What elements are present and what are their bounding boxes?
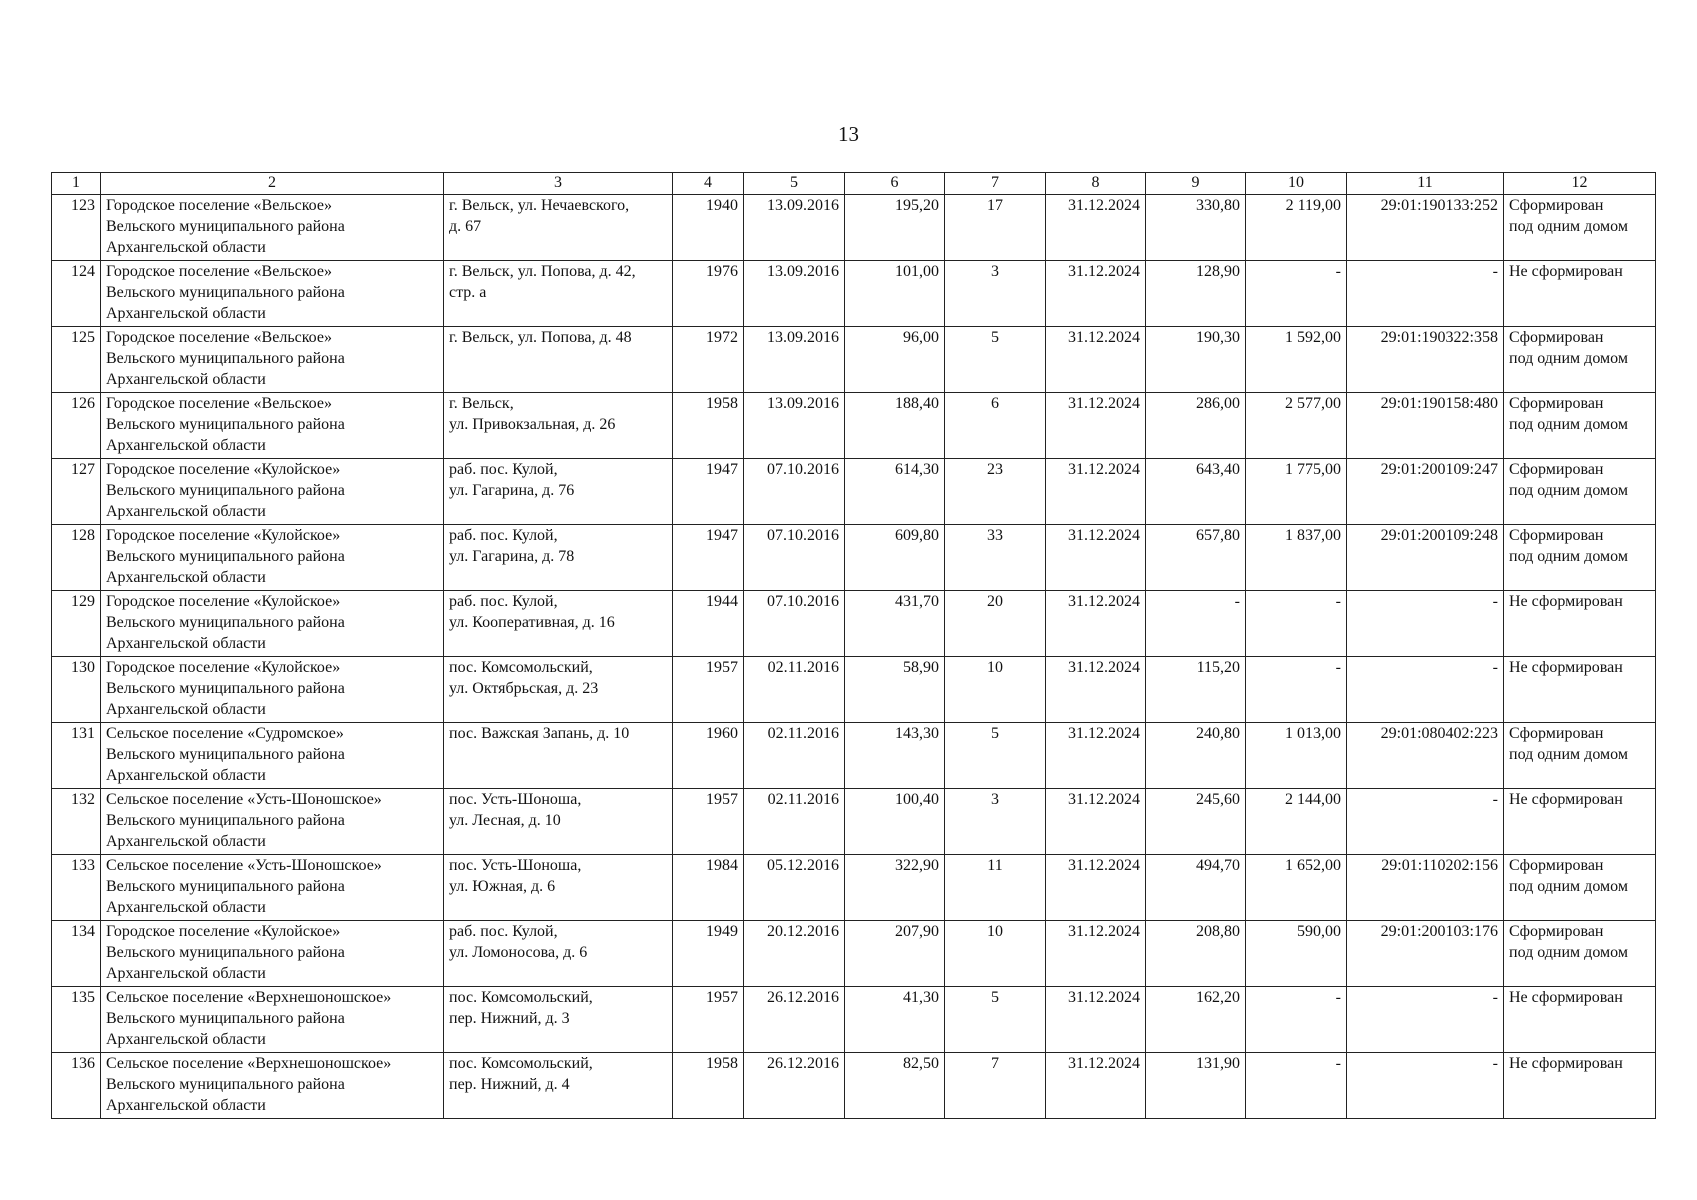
settlement-name-line: Городское поселение «Кулойское» xyxy=(106,461,341,478)
settlement-name-line: Вельского муниципального района xyxy=(106,1010,345,1027)
plot-status-line: Сформирован xyxy=(1509,725,1604,742)
construction-year-cell: 1957 xyxy=(673,657,744,723)
table-body xyxy=(52,195,1656,1119)
cadastral-number-cell: 29:01:190158:480 xyxy=(1347,393,1504,459)
plot-status-line: Сформирован xyxy=(1509,395,1604,412)
plot-area-value-cell: 2 119,00 xyxy=(1246,195,1347,261)
land-area-value-cell: 131,90 xyxy=(1146,1053,1246,1119)
residents-count-cell: 6 xyxy=(945,393,1046,459)
plot-area-value-cell: - xyxy=(1246,657,1347,723)
column-header-9: 9 xyxy=(1146,173,1246,195)
table-row xyxy=(52,987,1656,1053)
residents-count-cell: 33 xyxy=(945,525,1046,591)
resettlement-deadline-cell: 31.12.2024 xyxy=(1046,987,1146,1053)
residents-count-cell: 17 xyxy=(945,195,1046,261)
plot-status-line: под одним домом xyxy=(1509,548,1628,565)
land-area-value-cell: 657,80 xyxy=(1146,525,1246,591)
address-line: г. Вельск, xyxy=(449,395,514,412)
land-area-value-cell: 190,30 xyxy=(1146,327,1246,393)
address-line: пос. Усть-Шоноша, xyxy=(449,791,582,808)
construction-year-cell: 1949 xyxy=(673,921,744,987)
settlement-name-line: Вельского муниципального района xyxy=(106,746,345,763)
recognition-date-cell: 26.12.2016 xyxy=(744,1053,845,1119)
settlement-name-line: Городское поселение «Вельское» xyxy=(106,395,332,412)
cadastral-number-cell: - xyxy=(1347,1053,1504,1119)
settlement-name-line: Архангельской области xyxy=(106,305,266,322)
address-cell xyxy=(444,525,673,591)
column-number-row xyxy=(52,173,1656,195)
residents-count-cell: 23 xyxy=(945,459,1046,525)
construction-year-cell: 1947 xyxy=(673,459,744,525)
residents-count-cell: 10 xyxy=(945,657,1046,723)
table-row xyxy=(52,657,1656,723)
plot-area-value-cell: - xyxy=(1246,1053,1347,1119)
settlement-name-line: Архангельской области xyxy=(106,1031,266,1048)
plot-status-cell xyxy=(1504,327,1656,393)
plot-status-line: под одним домом xyxy=(1509,350,1628,367)
settlement-name-line: Городское поселение «Кулойское» xyxy=(106,527,341,544)
residents-count-cell: 5 xyxy=(945,987,1046,1053)
settlement-name-line: Сельское поселение «Усть-Шоношское» xyxy=(106,857,382,874)
settlement-name-line: Вельского муниципального района xyxy=(106,812,345,829)
plot-area-value-cell: 1 592,00 xyxy=(1246,327,1347,393)
settlement-name-cell xyxy=(101,987,444,1053)
recognition-date-cell: 13.09.2016 xyxy=(744,261,845,327)
plot-area-value-cell: 2 577,00 xyxy=(1246,393,1347,459)
construction-year-cell: 1958 xyxy=(673,1053,744,1119)
recognition-date-cell: 26.12.2016 xyxy=(744,987,845,1053)
settlement-name-line: Архангельской области xyxy=(106,965,266,982)
table-row xyxy=(52,1053,1656,1119)
plot-status-cell xyxy=(1504,657,1656,723)
row-number-cell: 127 xyxy=(52,459,101,525)
address-line: ул. Гагарина, д. 76 xyxy=(449,482,575,499)
plot-status-line: под одним домом xyxy=(1509,416,1628,433)
settlement-name-line: Городское поселение «Кулойское» xyxy=(106,923,341,940)
plot-status-cell xyxy=(1504,1053,1656,1119)
column-header-8: 8 xyxy=(1046,173,1146,195)
land-area-value-cell: 115,20 xyxy=(1146,657,1246,723)
address-line: ул. Ломоносова, д. 6 xyxy=(449,944,588,961)
recognition-date-cell: 13.09.2016 xyxy=(744,327,845,393)
cadastral-number-cell: 29:01:190322:358 xyxy=(1347,327,1504,393)
plot-area-value-cell: 1 013,00 xyxy=(1246,723,1347,789)
resettlement-deadline-cell: 31.12.2024 xyxy=(1046,459,1146,525)
plot-status-line: под одним домом xyxy=(1509,944,1628,961)
settlement-name-cell xyxy=(101,591,444,657)
area-value-cell: 100,40 xyxy=(845,789,945,855)
row-number-cell: 128 xyxy=(52,525,101,591)
recognition-date-cell: 13.09.2016 xyxy=(744,195,845,261)
address-line: пер. Нижний, д. 3 xyxy=(449,1010,570,1027)
residents-count-cell: 5 xyxy=(945,327,1046,393)
address-cell xyxy=(444,987,673,1053)
resettlement-deadline-cell: 31.12.2024 xyxy=(1046,327,1146,393)
table-row xyxy=(52,459,1656,525)
address-line: г. Вельск, ул. Нечаевского, xyxy=(449,197,630,214)
settlement-name-line: Архангельской области xyxy=(106,701,266,718)
area-value-cell: 322,90 xyxy=(845,855,945,921)
recognition-date-cell: 13.09.2016 xyxy=(744,393,845,459)
settlement-name-line: Вельского муниципального района xyxy=(106,416,345,433)
resettlement-deadline-cell: 31.12.2024 xyxy=(1046,591,1146,657)
column-header-4: 4 xyxy=(673,173,744,195)
resettlement-deadline-cell: 31.12.2024 xyxy=(1046,1053,1146,1119)
construction-year-cell: 1984 xyxy=(673,855,744,921)
cadastral-number-cell: 29:01:200103:176 xyxy=(1347,921,1504,987)
plot-status-line: Не сформирован xyxy=(1509,593,1623,610)
residents-count-cell: 11 xyxy=(945,855,1046,921)
plot-status-line: Сформирован xyxy=(1509,461,1604,478)
address-cell xyxy=(444,789,673,855)
address-cell xyxy=(444,657,673,723)
settlement-name-cell xyxy=(101,393,444,459)
plot-area-value-cell: 1 775,00 xyxy=(1246,459,1347,525)
settlement-name-line: Городское поселение «Вельское» xyxy=(106,263,332,280)
settlement-name-line: Архангельской области xyxy=(106,437,266,454)
settlement-name-cell xyxy=(101,195,444,261)
recognition-date-cell: 05.12.2016 xyxy=(744,855,845,921)
column-header-5: 5 xyxy=(744,173,845,195)
table-row xyxy=(52,855,1656,921)
construction-year-cell: 1940 xyxy=(673,195,744,261)
plot-status-cell xyxy=(1504,261,1656,327)
construction-year-cell: 1947 xyxy=(673,525,744,591)
plot-status-cell xyxy=(1504,855,1656,921)
settlement-name-line: Вельского муниципального района xyxy=(106,1076,345,1093)
table-row xyxy=(52,393,1656,459)
housing-registry-table xyxy=(51,172,1656,1119)
area-value-cell: 614,30 xyxy=(845,459,945,525)
address-line: пос. Комсомольский, xyxy=(449,659,593,676)
column-header-3: 3 xyxy=(444,173,673,195)
address-cell xyxy=(444,261,673,327)
land-area-value-cell: 330,80 xyxy=(1146,195,1246,261)
row-number-cell: 135 xyxy=(52,987,101,1053)
cadastral-number-cell: 29:01:190133:252 xyxy=(1347,195,1504,261)
settlement-name-line: Архангельской области xyxy=(106,503,266,520)
plot-area-value-cell: 1 652,00 xyxy=(1246,855,1347,921)
plot-status-line: Сформирован xyxy=(1509,527,1604,544)
plot-status-line: под одним домом xyxy=(1509,218,1628,235)
address-line: ул. Привокзальная, д. 26 xyxy=(449,416,616,433)
plot-status-line: Сформирован xyxy=(1509,857,1604,874)
settlement-name-line: Сельское поселение «Верхнешоношское» xyxy=(106,1055,392,1072)
settlement-name-line: Архангельской области xyxy=(106,833,266,850)
address-line: д. 67 xyxy=(449,218,482,235)
land-area-value-cell: 245,60 xyxy=(1146,789,1246,855)
area-value-cell: 82,50 xyxy=(845,1053,945,1119)
column-header-6: 6 xyxy=(845,173,945,195)
settlement-name-cell xyxy=(101,855,444,921)
settlement-name-cell xyxy=(101,261,444,327)
plot-area-value-cell: 1 837,00 xyxy=(1246,525,1347,591)
plot-status-line: под одним домом xyxy=(1509,746,1628,763)
address-line: г. Вельск, ул. Попова, д. 48 xyxy=(449,329,632,346)
settlement-name-line: Архангельской области xyxy=(106,569,266,586)
residents-count-cell: 7 xyxy=(945,1053,1046,1119)
settlement-name-line: Архангельской области xyxy=(106,767,266,784)
address-line: ул. Октябрьская, д. 23 xyxy=(449,680,599,697)
area-value-cell: 188,40 xyxy=(845,393,945,459)
table-row xyxy=(52,525,1656,591)
land-area-value-cell: - xyxy=(1146,591,1246,657)
table-row xyxy=(52,921,1656,987)
recognition-date-cell: 20.12.2016 xyxy=(744,921,845,987)
cadastral-number-cell: 29:01:110202:156 xyxy=(1347,855,1504,921)
construction-year-cell: 1957 xyxy=(673,987,744,1053)
cadastral-number-cell: - xyxy=(1347,789,1504,855)
recognition-date-cell: 02.11.2016 xyxy=(744,723,845,789)
land-area-value-cell: 162,20 xyxy=(1146,987,1246,1053)
cadastral-number-cell: 29:01:200109:247 xyxy=(1347,459,1504,525)
plot-status-line: Сформирован xyxy=(1509,197,1604,214)
row-number-cell: 132 xyxy=(52,789,101,855)
settlement-name-cell xyxy=(101,525,444,591)
cadastral-number-cell: - xyxy=(1347,657,1504,723)
column-header-1: 1 xyxy=(52,173,101,195)
area-value-cell: 101,00 xyxy=(845,261,945,327)
row-number-cell: 133 xyxy=(52,855,101,921)
address-line: пос. Усть-Шоноша, xyxy=(449,857,582,874)
settlement-name-line: Архангельской области xyxy=(106,239,266,256)
plot-status-cell xyxy=(1504,591,1656,657)
plot-status-line: Сформирован xyxy=(1509,329,1604,346)
area-value-cell: 207,90 xyxy=(845,921,945,987)
settlement-name-line: Сельское поселение «Верхнешоношское» xyxy=(106,989,392,1006)
settlement-name-line: Вельского муниципального района xyxy=(106,548,345,565)
recognition-date-cell: 07.10.2016 xyxy=(744,459,845,525)
row-number-cell: 123 xyxy=(52,195,101,261)
address-line: раб. пос. Кулой, xyxy=(449,923,558,940)
settlement-name-line: Архангельской области xyxy=(106,635,266,652)
area-value-cell: 431,70 xyxy=(845,591,945,657)
row-number-cell: 136 xyxy=(52,1053,101,1119)
land-area-value-cell: 128,90 xyxy=(1146,261,1246,327)
column-header-2: 2 xyxy=(101,173,444,195)
settlement-name-cell xyxy=(101,327,444,393)
address-line: ул. Южная, д. 6 xyxy=(449,878,556,895)
address-line: раб. пос. Кулой, xyxy=(449,527,558,544)
table-row xyxy=(52,591,1656,657)
plot-status-line: Не сформирован xyxy=(1509,263,1623,280)
resettlement-deadline-cell: 31.12.2024 xyxy=(1046,195,1146,261)
resettlement-deadline-cell: 31.12.2024 xyxy=(1046,789,1146,855)
settlement-name-line: Сельское поселение «Судромское» xyxy=(106,725,344,742)
settlement-name-line: Сельское поселение «Усть-Шоношское» xyxy=(106,791,382,808)
resettlement-deadline-cell: 31.12.2024 xyxy=(1046,723,1146,789)
construction-year-cell: 1944 xyxy=(673,591,744,657)
settlement-name-cell xyxy=(101,723,444,789)
settlement-name-line: Вельского муниципального района xyxy=(106,218,345,235)
plot-area-value-cell: - xyxy=(1246,987,1347,1053)
row-number-cell: 129 xyxy=(52,591,101,657)
column-header-10: 10 xyxy=(1246,173,1347,195)
address-line: пос. Важская Запань, д. 10 xyxy=(449,725,630,742)
settlement-name-line: Городское поселение «Кулойское» xyxy=(106,659,341,676)
construction-year-cell: 1958 xyxy=(673,393,744,459)
land-area-value-cell: 208,80 xyxy=(1146,921,1246,987)
cadastral-number-cell: - xyxy=(1347,987,1504,1053)
address-cell xyxy=(444,327,673,393)
plot-area-value-cell: 590,00 xyxy=(1246,921,1347,987)
resettlement-deadline-cell: 31.12.2024 xyxy=(1046,855,1146,921)
address-line: пос. Комсомольский, xyxy=(449,989,593,1006)
address-cell xyxy=(444,921,673,987)
residents-count-cell: 20 xyxy=(945,591,1046,657)
residents-count-cell: 10 xyxy=(945,921,1046,987)
recognition-date-cell: 07.10.2016 xyxy=(744,525,845,591)
plot-area-value-cell: - xyxy=(1246,261,1347,327)
land-area-value-cell: 286,00 xyxy=(1146,393,1246,459)
plot-status-cell xyxy=(1504,987,1656,1053)
settlement-name-line: Вельского муниципального района xyxy=(106,878,345,895)
address-line: пос. Комсомольский, xyxy=(449,1055,593,1072)
address-line: пер. Нижний, д. 4 xyxy=(449,1076,570,1093)
construction-year-cell: 1960 xyxy=(673,723,744,789)
plot-status-cell xyxy=(1504,525,1656,591)
address-cell xyxy=(444,591,673,657)
recognition-date-cell: 02.11.2016 xyxy=(744,657,845,723)
plot-status-line: Не сформирован xyxy=(1509,659,1623,676)
settlement-name-line: Городское поселение «Вельское» xyxy=(106,197,332,214)
settlement-name-line: Городское поселение «Кулойское» xyxy=(106,593,341,610)
column-header-12: 12 xyxy=(1504,173,1656,195)
table-row xyxy=(52,195,1656,261)
plot-status-line: Не сформирован xyxy=(1509,1055,1623,1072)
resettlement-deadline-cell: 31.12.2024 xyxy=(1046,393,1146,459)
settlement-name-cell xyxy=(101,657,444,723)
residents-count-cell: 3 xyxy=(945,789,1046,855)
row-number-cell: 125 xyxy=(52,327,101,393)
cadastral-number-cell: - xyxy=(1347,261,1504,327)
settlement-name-line: Вельского муниципального района xyxy=(106,614,345,631)
row-number-cell: 126 xyxy=(52,393,101,459)
settlement-name-cell xyxy=(101,921,444,987)
construction-year-cell: 1976 xyxy=(673,261,744,327)
area-value-cell: 41,30 xyxy=(845,987,945,1053)
settlement-name-cell xyxy=(101,459,444,525)
settlement-name-line: Вельского муниципального района xyxy=(106,944,345,961)
page-number: 13 xyxy=(838,122,859,146)
plot-area-value-cell: 2 144,00 xyxy=(1246,789,1347,855)
plot-status-cell xyxy=(1504,723,1656,789)
settlement-name-line: Городское поселение «Вельское» xyxy=(106,329,332,346)
area-value-cell: 195,20 xyxy=(845,195,945,261)
settlement-name-line: Архангельской области xyxy=(106,899,266,916)
plot-status-cell xyxy=(1504,921,1656,987)
settlement-name-line: Вельского муниципального района xyxy=(106,284,345,301)
address-cell xyxy=(444,393,673,459)
address-line: ул. Лесная, д. 10 xyxy=(449,812,561,829)
construction-year-cell: 1957 xyxy=(673,789,744,855)
construction-year-cell: 1972 xyxy=(673,327,744,393)
resettlement-deadline-cell: 31.12.2024 xyxy=(1046,921,1146,987)
table-row xyxy=(52,723,1656,789)
row-number-cell: 130 xyxy=(52,657,101,723)
plot-status-line: Не сформирован xyxy=(1509,989,1623,1006)
area-value-cell: 58,90 xyxy=(845,657,945,723)
plot-status-cell xyxy=(1504,459,1656,525)
plot-status-cell xyxy=(1504,195,1656,261)
resettlement-deadline-cell: 31.12.2024 xyxy=(1046,657,1146,723)
plot-status-cell xyxy=(1504,393,1656,459)
table-row xyxy=(52,327,1656,393)
address-cell xyxy=(444,1053,673,1119)
row-number-cell: 124 xyxy=(52,261,101,327)
plot-area-value-cell: - xyxy=(1246,591,1347,657)
settlement-name-cell xyxy=(101,1053,444,1119)
settlement-name-line: Архангельской области xyxy=(106,1097,266,1114)
cadastral-number-cell: - xyxy=(1347,591,1504,657)
table-row xyxy=(52,789,1656,855)
address-cell xyxy=(444,459,673,525)
area-value-cell: 143,30 xyxy=(845,723,945,789)
address-line: ул. Гагарина, д. 78 xyxy=(449,548,575,565)
cadastral-number-cell: 29:01:080402:223 xyxy=(1347,723,1504,789)
address-line: ул. Кооперативная, д. 16 xyxy=(449,614,615,631)
land-area-value-cell: 240,80 xyxy=(1146,723,1246,789)
resettlement-deadline-cell: 31.12.2024 xyxy=(1046,261,1146,327)
recognition-date-cell: 07.10.2016 xyxy=(744,591,845,657)
row-number-cell: 131 xyxy=(52,723,101,789)
settlement-name-line: Вельского муниципального района xyxy=(106,350,345,367)
address-line: г. Вельск, ул. Попова, д. 42, xyxy=(449,263,636,280)
area-value-cell: 609,80 xyxy=(845,525,945,591)
row-number-cell: 134 xyxy=(52,921,101,987)
column-header-11: 11 xyxy=(1347,173,1504,195)
settlement-name-cell xyxy=(101,789,444,855)
resettlement-deadline-cell: 31.12.2024 xyxy=(1046,525,1146,591)
land-area-value-cell: 494,70 xyxy=(1146,855,1246,921)
address-line: раб. пос. Кулой, xyxy=(449,461,558,478)
plot-status-line: Не сформирован xyxy=(1509,791,1623,808)
plot-status-cell xyxy=(1504,789,1656,855)
plot-status-line: Сформирован xyxy=(1509,923,1604,940)
land-area-value-cell: 643,40 xyxy=(1146,459,1246,525)
address-cell xyxy=(444,195,673,261)
residents-count-cell: 5 xyxy=(945,723,1046,789)
address-line: стр. а xyxy=(449,284,487,301)
plot-status-line: под одним домом xyxy=(1509,878,1628,895)
cadastral-number-cell: 29:01:200109:248 xyxy=(1347,525,1504,591)
residents-count-cell: 3 xyxy=(945,261,1046,327)
address-cell xyxy=(444,855,673,921)
column-header-7: 7 xyxy=(945,173,1046,195)
settlement-name-line: Архангельской области xyxy=(106,371,266,388)
plot-status-line: под одним домом xyxy=(1509,482,1628,499)
recognition-date-cell: 02.11.2016 xyxy=(744,789,845,855)
settlement-name-line: Вельского муниципального района xyxy=(106,482,345,499)
table-row xyxy=(52,261,1656,327)
settlement-name-line: Вельского муниципального района xyxy=(106,680,345,697)
area-value-cell: 96,00 xyxy=(845,327,945,393)
address-cell xyxy=(444,723,673,789)
address-line: раб. пос. Кулой, xyxy=(449,593,558,610)
